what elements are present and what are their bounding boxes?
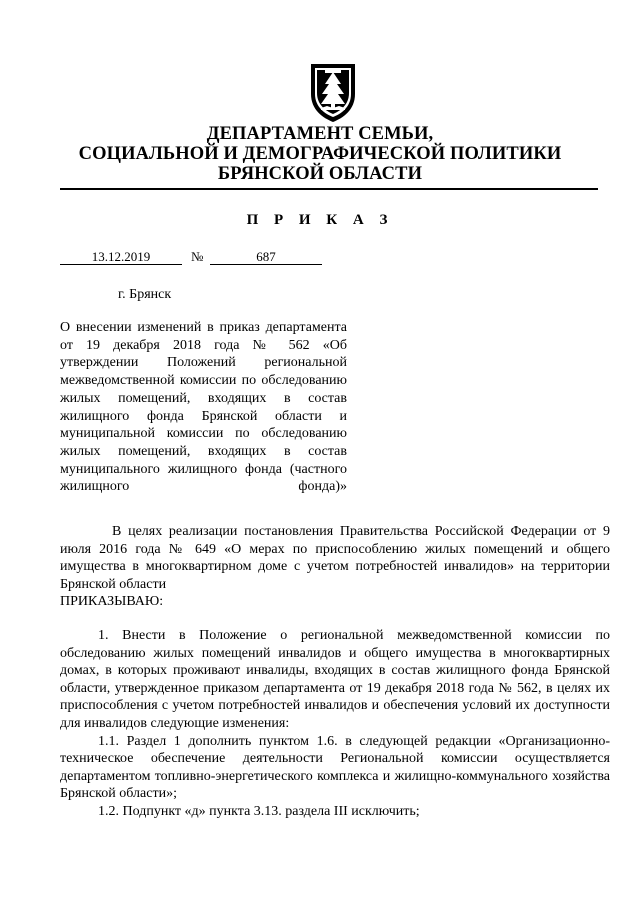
- bryansk-coat-of-arms-emblem: [307, 60, 359, 124]
- item-1-1-paragraph: 1.1. Раздел 1 дополнить пунктом 1.6. в следующей редакции «Организационно-техническое обеспечение деятельности Региональной комиссии осуществляется департаментом топливно-энергетического комплекса и жилищно-коммунального хозяйства Брянской области»;: [60, 733, 610, 802]
- dept-line-2: СОЦИАЛЬНОЙ И ДЕМОГРАФИЧЕСКОЙ ПОЛИТИКИ: [78, 144, 562, 164]
- number-label: №: [191, 249, 204, 264]
- item-1-paragraph: 1. Внести в Положение о региональной межведомственной комиссии по обследованию жилых помещений инвалидов и общего имущества в многоквартирных домах, в которых проживают инвалиды, входящих в состав жилищного фонда Брянской области, утвержденное приказом департамента от 19 декабря 2018 года № 562, в целях их приспособления с учетом потребностей инвалидов и обеспечения условий их доступности для инвалидов следующие изменения:: [60, 627, 610, 731]
- item-1-2-paragraph: 1.2. Подпункт «д» пункта 3.13. раздела III исключить;: [98, 803, 420, 819]
- order-subject: О внесении изменений в приказ департамента от 19 декабря 2018 года № 562 «Об утверждении Положений региональной межведомственной комиссии по обследованию жилых помещений, входящих в состав жилищного фонда Брянской области и муниципальной комиссии по обследованию жилых помещений, входящих в состав муниципального жилищного фонда (частного жилищного фонда)»: [60, 320, 347, 495]
- header-divider: [60, 188, 598, 190]
- dept-line-1: ДЕПАРТАМЕНТ СЕМЬИ,: [206, 124, 434, 144]
- order-number: 687: [210, 249, 322, 265]
- document-type-title: П Р И К А З: [246, 212, 394, 228]
- department-name: [60, 124, 580, 184]
- city: г. Брянск: [118, 287, 172, 302]
- order-date: 13.12.2019: [60, 249, 182, 265]
- order-word: ПРИКАЗЫВАЮ:: [60, 594, 164, 610]
- order-body: [60, 523, 610, 821]
- dept-line-3: БРЯНСКОЙ ОБЛАСТИ: [217, 164, 423, 184]
- preamble-paragraph: В целях реализации постановления Правительства Российской Федерации от 9 июля 2016 года № 649 «О мерах по приспособлению жилых помещений и общего имущества в многоквартирном доме с учетом потребностей инвалидов» на территории Брянской области: [60, 524, 610, 592]
